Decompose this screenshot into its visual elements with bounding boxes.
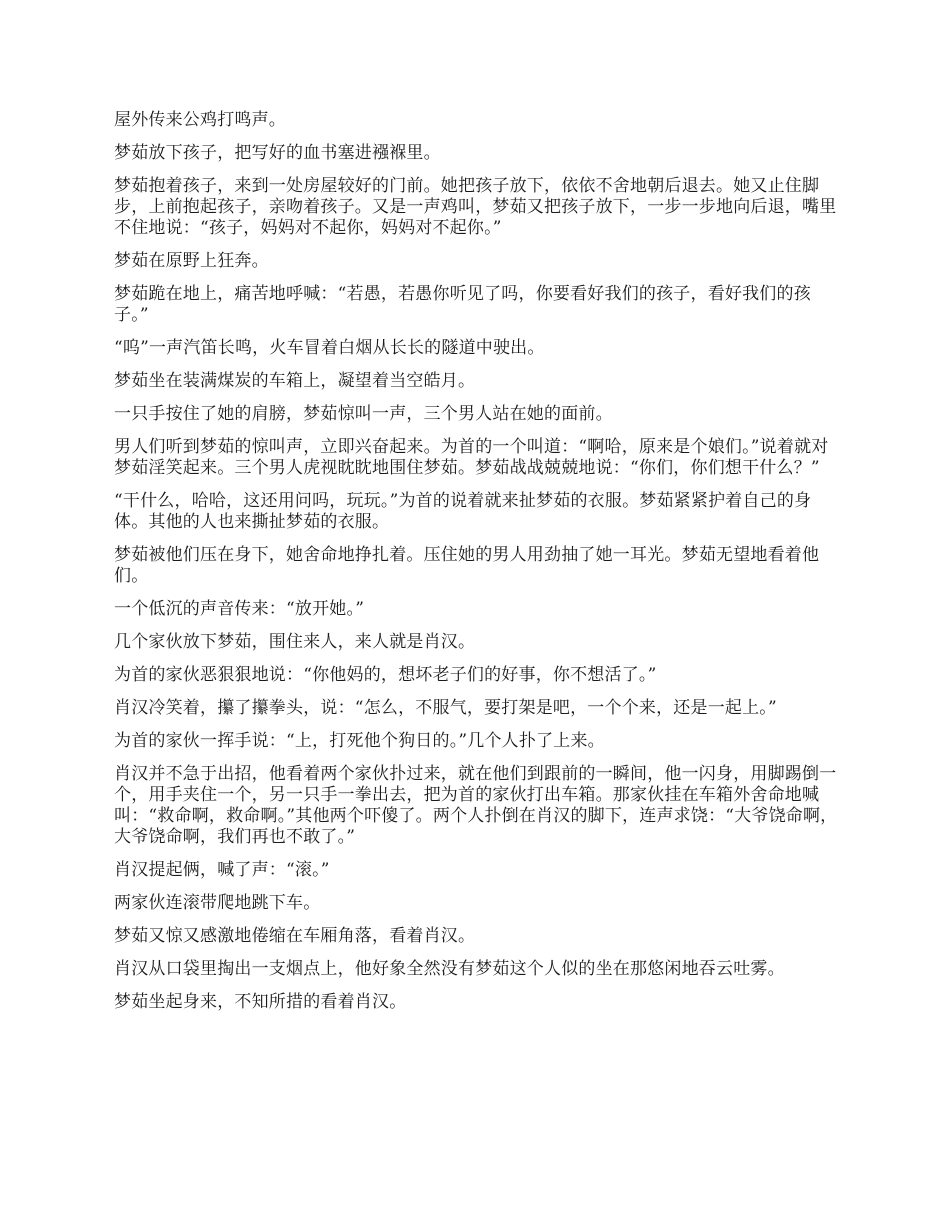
paragraph: 梦茹跪在地上，痛苦地呼喊：“若愚，若愚你听见了吗，你要看好我们的孩子，看好我们的孩子。” [114,284,811,325]
paragraph: 梦茹放下孩子，把写好的血书塞进襁褓里。 [114,143,441,163]
paragraph: 肖汉从口袋里掏出一支烟点上，他好象全然没有梦茹这个人似的坐在那悠闲地吞云吐雾。 [114,959,785,979]
paragraph: 为首的家伙恶狠狠地说：“你他妈的，想坏老子们的好事，你不想活了。” [114,665,657,685]
paragraph: 两家伙连滚带爬地跳下车。 [114,893,321,913]
paragraph: 几个家伙放下梦茹，围住来人，来人就是肖汉。 [114,632,476,652]
paragraph: 为首的家伙一挥手说：“上，打死他个狗日的。”几个人扑了上来。 [114,731,605,751]
paragraph: 一只手按住了她的肩膀，梦茹惊叫一声，三个男人站在她的面前。 [114,404,613,424]
paragraph: 梦茹被他们压在身下，她舍命地挣扎着。压住她的男人用劲抽了她一耳光。梦茹无望地看着他们。 [114,545,820,586]
paragraph: 梦茹抱着孩子，来到一处房屋较好的门前。她把孩子放下，依依不舍地朝后退去。她又止住脚步，上前抱起孩子，亲吻着孩子。又是一声鸡叫，梦茹又把孩子放下，一步一步地向后退，嘴里不住地说：“孩子，妈妈对不起你，妈妈对不起你。” [114,176,837,238]
paragraph: 梦茹又惊又感激地倦缩在车厢角落，看着肖汉。 [114,926,476,946]
paragraph: 肖汉提起俩，喊了声：“滚。” [114,860,330,880]
paragraph: 男人们听到梦茹的惊叫声，立即兴奋起来。为首的一个叫道：“啊哈，原来是个娘们。”说着就对梦茹淫笑起来。三个男人虎视眈眈地围住梦茹。梦茹战战兢兢地说：“你们，你们想干什么？” [114,437,829,478]
paragraph: 梦茹坐起身来，不知所措的看着肖汉。 [114,992,407,1012]
paragraph: 肖汉并不急于出招，他看着两个家伙扑过来，就在他们到跟前的一瞬间，他一闪身，用脚踢倒一个，用手夹住一个，另一只手一拳出去，把为首的家伙打出车箱。那家伙挂在车箱外舍命地喊叫：“救命啊，救命啊。”其他两个吓傻了。两个人扑倒在肖汉的脚下，连声求饶：“大爷饶命啊，大爷饶命啊，我们再也不敢了。” [114,764,838,847]
paragraph: 梦茹在原野上狂奔。 [114,251,269,271]
paragraph: “呜”一声汽笛长鸣，火车冒着白烟从长长的隧道中驶出。 [114,338,545,358]
paragraph: 肖汉冷笑着，攥了攥拳头，说：“怎么，不服气，要打架是吧，一个个来，还是一起上。” [114,698,777,718]
paragraph: 梦茹坐在装满煤炭的车箱上，凝望着当空皓月。 [114,371,476,391]
paragraph: “干什么，哈哈，这还用问吗，玩玩。”为首的说着就来扯梦茹的衣服。梦茹紧紧护着自己的身体。其他的人也来撕扯梦茹的衣服。 [114,491,812,532]
paragraph: 一个低沉的声音传来：“放开她。” [114,599,365,619]
paragraph: 屋外传来公鸡打鸣声。 [114,110,286,130]
